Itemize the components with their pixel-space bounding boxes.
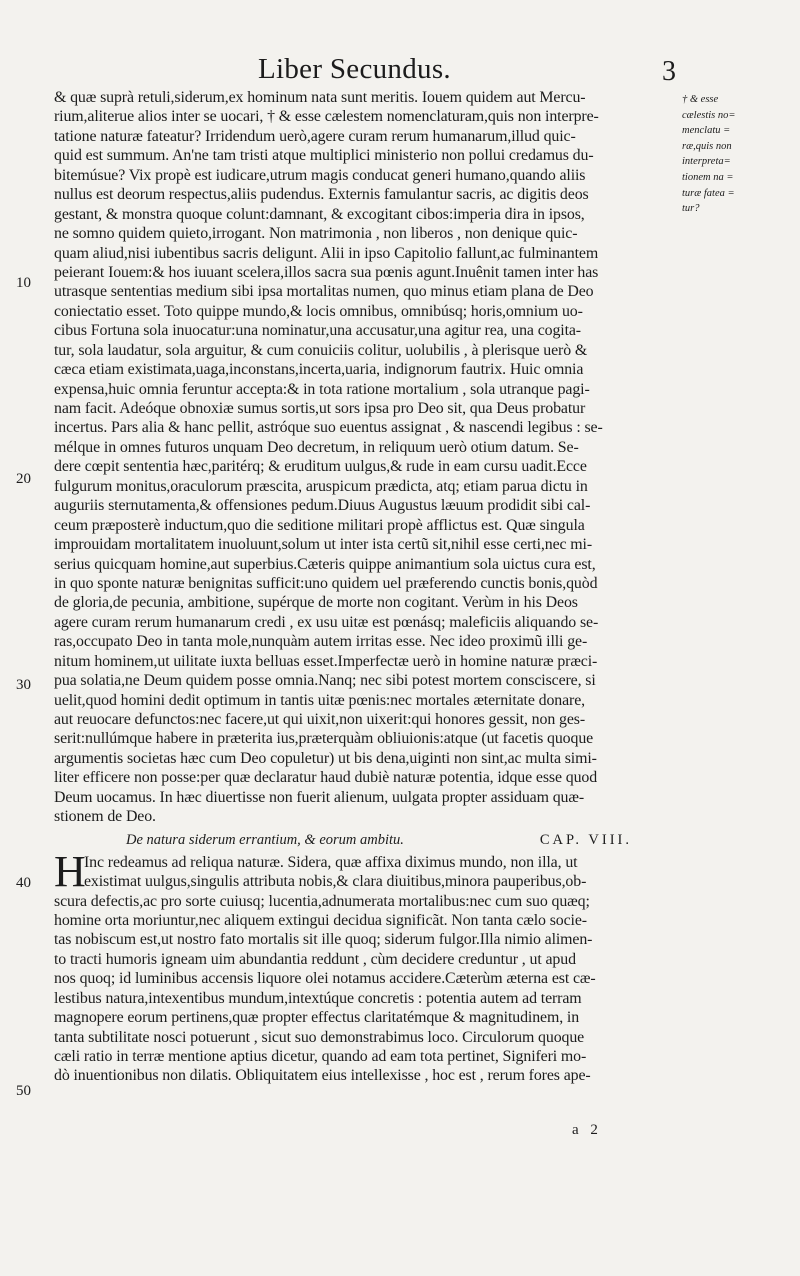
text-line-content: cæli ratio in terræ mentione aptius dicetur, quando ad eam tota pertinet, Signiferi mo- — [54, 1048, 587, 1065]
text-line — [54, 950, 676, 969]
paragraph-1 — [54, 88, 676, 827]
text-line: cæca etiam existimata,uaga,inconstans,incerta,uaria, indignorum fautrix. Huic omnia — [54, 361, 584, 379]
margin-note-line: turæ fatea = — [682, 187, 735, 199]
text-line: quid est summum. An'ne tam tristi atque multiplici ministerio non pollui credamus du- — [54, 147, 594, 165]
text-line: de gloria,de pecunia, ambitione, supérque de morte non cogitant. Verùm in his Deos — [54, 594, 578, 612]
text-line-content: nos quoq; id luminibus accensis liquore olei notamus accidere.Cæterùm æterna est cæ- — [54, 970, 596, 988]
text-line: pua solatia,ne Deum quidem posse omnia.Nanq; nec sibi potest mortem consciscere, si — [54, 672, 596, 690]
text-line-content: lestibus natura,intexentibus mundum,intextúque concretis : potentia autem ad terram — [54, 989, 582, 1007]
text-line: ne somno quidem quieto,irrogant. Non matrimonia , non liberos , non denique quic- — [54, 225, 578, 243]
text-line — [54, 1028, 676, 1047]
text-line: ras,occupato Deo in tanta mole,nunquàm autem irritas esse. Nec ideo proximũ illi ge- — [54, 633, 588, 651]
text-line: tatione naturæ fateatur? Irridendum uerò,agere curam rerum humanarum,illud quic- — [54, 127, 576, 145]
text-line-content: to tracti humoris igneam uim abundantia reddunt , cùm decidere creduntur , ut apud — [54, 950, 576, 968]
text-line: nitum hominem,ut uilitate iuxta belluas esset.Imperfectæ uerò in homine naturæ præci- — [54, 652, 598, 670]
text-line: mélque in omnes futuros unquam Deo decretum, in reliquum uerò otium datum. Se- — [54, 438, 579, 456]
margin-note-line: ræ,quis non — [682, 140, 732, 152]
margin-note-line: tionem na = — [682, 171, 734, 183]
text-line: nam facit. Adeóque obnoxiæ sumus sortis,ut sors ipsa pro Deo sit, qua Deus probatur — [54, 400, 586, 417]
text-line-content: Inc redeamus ad reliqua naturæ. Sidera, quæ affixa diximus mundo, non illa, ut — [84, 853, 578, 871]
margin-note-line: cælestis no= — [682, 109, 736, 121]
text-line — [54, 930, 676, 949]
text-line — [54, 969, 676, 988]
chapter-title: De natura siderum errantium, & eorum ambitu. — [126, 831, 404, 848]
text-line: dere cœpit sententia hæc,paritérq; & eruditum uulgus,& rude in eam cursu uadit.Ecce — [54, 458, 587, 476]
text-line — [54, 911, 676, 930]
text-line: tur, sola laudatur, sola arguitur, & cum conuiciis colitur, uolubilis , à plerisque uerò & — [54, 341, 588, 359]
text-line: serit:nullúmque habere in præterita ius,prӕterquàm obliuionis:atque (ut facetis quoque — [54, 730, 594, 748]
margin-note-line: † & esse — [682, 94, 719, 105]
text-line — [54, 872, 676, 891]
text-line-content: magnopere eorum pertinens,quæ propter effectus claritatémque & magnitudinem, in — [54, 1009, 580, 1027]
text-line: cibus Fortuna sola inuocatur:una nominatur,una accusatur,una agitur rea, una cogita- — [54, 322, 581, 340]
chapter-number: CAP. VIII. — [539, 831, 632, 848]
running-title: Liber Secundus. — [258, 53, 451, 85]
text-line-content: tanta subtilitate nosci potuerunt , sicut suo demonstrabimus loco. Circulorum quoque — [54, 1028, 585, 1046]
margin-note-line: tur? — [682, 203, 700, 215]
text-line: utrasque sententias medium sibi ipsa mortalitas numen, quo minus etiam plana de Deo — [54, 283, 594, 301]
text-line: aut reuocare defunctos:nec facere,ut qui uixit,non uixerit:qui honores gessit, non ges- — [54, 711, 585, 728]
text-line: uelit,quod homini dedit optimum in tantis uitæ pœnis:nec mortales æternitate donare, — [54, 691, 586, 709]
text-line: incertus. Pars alia & hanc pellit, astróque suo euentus assignat , & nascendi legibus : se- — [54, 419, 603, 437]
margin-note — [682, 92, 792, 217]
text-line: expensa,huic omnia feruntur accepta:& in tota ratione mortalium , sola utranque pagi- — [54, 380, 590, 398]
text-line — [54, 989, 676, 1008]
line-number-10: 10 — [16, 275, 31, 291]
text-line: ceum præposterè inductum,quo die seditione militari propè afflictus est. Quæ singula — [54, 516, 585, 534]
line-number-50: 50 — [16, 1083, 31, 1099]
signature-mark: a 2 — [572, 1122, 602, 1138]
text-line: gestant, & monstra quoque colunt:damnant, & excogitant cibos:imperia dira in ipsos, — [54, 205, 585, 223]
chapter-body — [54, 846, 676, 1086]
chapter-heading — [54, 831, 676, 853]
text-line: & quæ suprà retuli,siderum,ex hominum nata sunt meritis. Iouem quidem aut Mercu- — [54, 89, 586, 106]
text-line: liter efficere non posse:per quæ declaratur haud dubiè naturæ potentia, idque esse quod — [54, 769, 598, 787]
text-line-content: tas nobiscum est,ut nostro fato mortalis sit ille quoq; siderum fulgor.Illa nimio alimen- — [54, 931, 593, 949]
text-line: in quo sponte naturæ benignitas sufficit:uno quidem uel præferendo cunctis bonis,quòd — [54, 574, 598, 592]
text-line: serius quicquam homine,aut superbius.Cæteris quippe animantium sola uictus cura est, — [54, 555, 596, 573]
page-number: 3 — [662, 56, 676, 87]
text-line-content: dò inuentionibus non dilatis. Obliquitatem eius intellexisse , hoc est , rerum fores ape- — [54, 1067, 591, 1085]
main-text — [54, 88, 676, 1086]
text-line: coniectatio esset. Toto quippe mundo,& locis omnibus, omnibúsq; horis,omnium uo- — [54, 302, 583, 320]
line-number-30: 30 — [16, 677, 31, 693]
text-line: argumentis societas hæc cum Deo copuletur) ut bis dena,uiginti non sint,ac multa simi- — [54, 749, 597, 767]
text-line: improuidam mortalitatem inuoluunt,solum ut inter ista certũ sit,nihil esse certi,nec mi- — [54, 536, 592, 554]
text-line: quam aliud,nisi iubentibus sacris deligunt. Alii in ipso Capitolio fallunt,ac fulminantem — [54, 244, 599, 262]
text-line: rium,aliterue alios inter se uocari, † & esse cælestem nomenclaturam,quis non interpre- — [54, 108, 599, 126]
text-line: agere curam rerum humanarum credi , ex usu uitæ est pœnásq; maleficiis aliquando se- — [54, 613, 599, 631]
text-line-content: homine orta moriuntur,nec aliquem extingui decidua significãt. Non tanta cælo socie- — [54, 911, 587, 929]
margin-note-line: menclatu = — [682, 125, 731, 137]
text-line — [54, 1066, 676, 1085]
margin-note-line: interpreta= — [682, 156, 731, 168]
text-line — [54, 892, 676, 911]
text-line: bitemúsue? Vix propè est iudicare,utrum magis conducat generi humano,quando aliis — [54, 166, 586, 184]
text-line: peierant Iouem:& hos iuuant scelera,illos sacra sua pœnis agunt.Inuênit tamen inter has — [54, 263, 599, 281]
text-line-content: scura defectis,ac pro sorte cuiusq; lucentia,adnumerata mortalibus:nec cum suo quæq; — [54, 892, 590, 910]
text-line-content: existimat uulgus,singulis attributa nobis,& clara diuitibus,minora pauperibus,ob- — [84, 873, 587, 891]
text-line: fulgurum monitus,oraculorum præscita, aruspicum prædicta, atq; etiam parua dictu in — [54, 477, 588, 495]
text-line: stionem de Deo. — [54, 808, 156, 826]
text-line: nullus est deorum respectus,aliis pudendus. Externis famulantur sacris, ac digitis deos — [54, 186, 589, 204]
line-number-40: 40 — [16, 875, 31, 891]
text-line: Deum uocamus. In hæc diuertisse non fuerit alienum, uulgata propter assiduam quæ- — [54, 788, 584, 806]
text-line: auguriis sternutamenta,& offensiones pedum.Diuus Augustus læuum prodidit sibi cal- — [54, 497, 591, 515]
text-line — [54, 1047, 676, 1066]
line-number-20: 20 — [16, 471, 31, 487]
text-line — [54, 1008, 676, 1027]
drop-cap: H — [54, 846, 86, 896]
